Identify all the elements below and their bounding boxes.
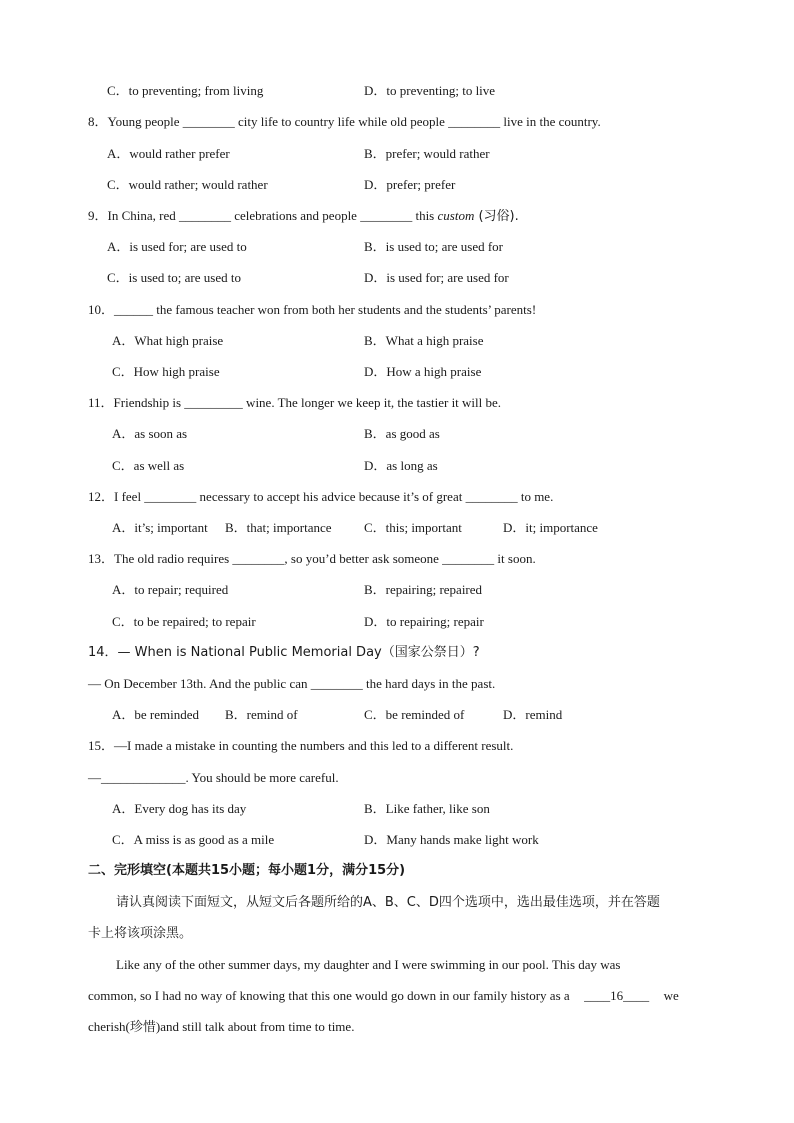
question-14-stem-reply: — On December 13th. And the public can ________ the hard days in the past. (88, 676, 496, 691)
q15-option-d: D．Many hands make light work (364, 832, 539, 847)
instruction-line-2: 卡上将该项涂黑。 (88, 926, 193, 941)
q11-option-a: A．as soon as (112, 426, 188, 441)
q12-option-b: B．that; importance (225, 520, 332, 535)
question-14-stem: 14．— When is National Public Memorial Day（国家公祭日）? (88, 645, 480, 660)
question-15-stem-reply: —_____________. You should be more careful. (88, 770, 339, 785)
instruction-line-1: 请认真阅读下面短文，从短文后各题所给的A、B、C、D四个选项中，选出最佳选项，并在答题 (116, 895, 660, 910)
passage-line-2 (88, 987, 679, 1005)
q10-option-b: B．What a high praise (364, 333, 484, 348)
q7-option-c: C．to preventing; from living (107, 83, 264, 98)
q8-option-b: B．prefer; would rather (364, 146, 490, 161)
passage-line-1: Like any of the other summer days, my daughter and I were swimming in our pool. This day was (116, 957, 621, 972)
q9-stem-after: (习俗). (474, 209, 519, 224)
q8-option-d: D．prefer; prefer (364, 177, 456, 192)
q13-option-a: A．to repair; required (112, 582, 229, 597)
q14-option-c: C．be reminded of (364, 707, 465, 722)
q8-option-c: C．would rather; would rather (107, 177, 268, 192)
q11-option-c: C．as well as (112, 458, 185, 473)
q13-option-c: C．to be repaired; to repair (112, 614, 256, 629)
question-9-stem (88, 207, 519, 225)
q9-option-c: C．is used to; are used to (107, 270, 241, 285)
q11-option-b: B．as good as (364, 426, 440, 441)
question-8-stem: 8．Young people ________ city life to country life while old people ________ live in the country. (88, 114, 601, 129)
q8-option-a: A．would rather prefer (107, 146, 230, 161)
blank-16: ____16____ (584, 988, 650, 1003)
question-13-stem: 13．The old radio requires ________, so you’d better ask someone ________ it soon. (88, 551, 536, 566)
q14-option-a: A．be reminded (112, 707, 200, 722)
question-15-stem: 15．—I made a mistake in counting the numbers and this led to a different result. (88, 738, 514, 753)
question-11-stem: 11．Friendship is _________ wine. The longer we keep it, the tastier it will be. (88, 395, 502, 410)
q13-option-b: B．repairing; repaired (364, 582, 483, 597)
q9-option-d: D．is used for; are used for (364, 270, 509, 285)
q15-option-b: B．Like father, like son (364, 801, 490, 816)
q9-option-b: B．is used to; are used for (364, 239, 504, 254)
q12-option-d: D．it; importance (503, 520, 598, 535)
q13-option-d: D．to repairing; repair (364, 614, 484, 629)
q10-option-d: D．How a high praise (364, 364, 482, 379)
q10-option-a: A．What high praise (112, 333, 224, 348)
q9-option-a: A．is used for; are used to (107, 239, 247, 254)
q14-option-d: D．remind (503, 707, 563, 722)
q15-option-c: C．A miss is as good as a mile (112, 832, 275, 847)
q7-option-d: D．to preventing; to live (364, 83, 496, 98)
passage-line-3: cherish(珍惜)and still talk about from time to time. (88, 1019, 355, 1034)
passage-line-2-end: we (663, 988, 679, 1003)
question-10-stem: 10．______ the famous teacher won from both her students and the students’ parents! (88, 302, 537, 317)
q15-option-a: A．Every dog has its day (112, 801, 247, 816)
q9-stem-italic: custom (437, 208, 475, 223)
q12-option-a: A．it’s; important (112, 520, 208, 535)
q14-option-b: B．remind of (225, 707, 298, 722)
passage-line-2-text: common, so I had no way of knowing that this one would go down in our family history as a (88, 988, 570, 1003)
question-12-stem: 12．I feel ________ necessary to accept his advice because it’s of great ________ to me. (88, 489, 554, 504)
q10-option-c: C．How high praise (112, 364, 220, 379)
q12-option-c: C．this; important (364, 520, 462, 535)
section-heading: 二、完形填空(本题共15小题；每小题1分，满分15分) (88, 863, 406, 878)
q11-option-d: D．as long as (364, 458, 438, 473)
q9-stem-before: 9．In China, red ________ celebrations and people ________ this (88, 208, 438, 223)
